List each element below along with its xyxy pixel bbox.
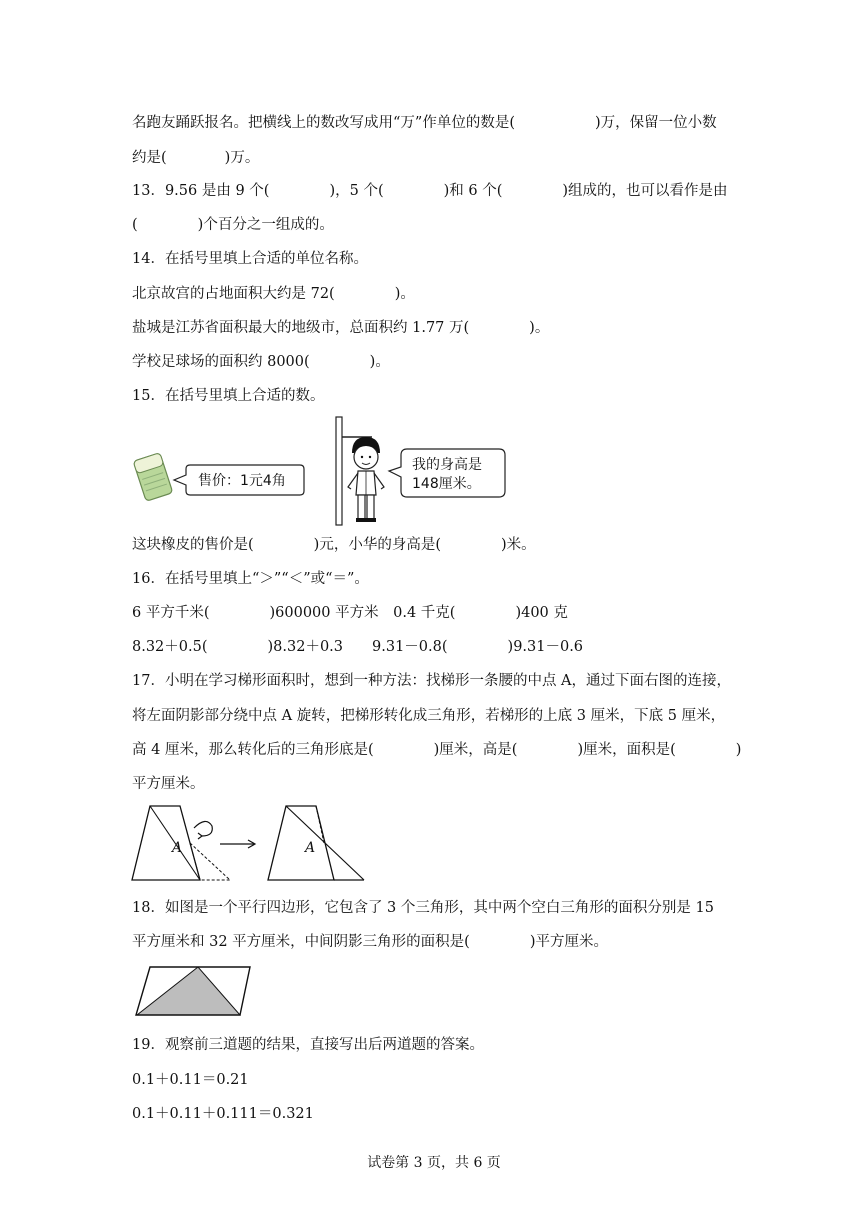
text: )元，小华的身高是( — [313, 537, 441, 553]
text: 8.32＋0.5( — [132, 639, 208, 655]
text: 高 4 厘米，那么转化后的三角形底是( — [132, 742, 374, 758]
text: 北京故宫的占地面积大约是 72( — [132, 286, 335, 302]
left-trapezoid — [132, 806, 200, 880]
question-16-row-2 — [132, 637, 583, 657]
text: )400 克 — [515, 605, 568, 621]
text: )万。 — [224, 150, 260, 166]
question-15-title: 15．在括号里填上合适的数。 — [132, 388, 325, 404]
text: ( — [132, 217, 138, 233]
text: )600000 平方米 0.4 千克( — [269, 605, 456, 621]
height-label-line-1: 我的身高是 — [412, 457, 482, 473]
question-18-line-2 — [132, 932, 608, 952]
text: 学校足球场的面积约 8000( — [132, 354, 310, 370]
text: 平方厘米和 32 平方厘米，中间阴影三角形的面积是( — [132, 934, 470, 950]
question-19-equation-1: 0.1＋0.11＝0.21 — [132, 1072, 249, 1088]
page-footer: 试卷第 3 页，共 6 页 — [367, 1155, 501, 1171]
question-16-row-1 — [132, 603, 568, 623]
question-13-line-2 — [132, 215, 334, 235]
text: )厘米，高是( — [433, 742, 518, 758]
text: 盐城是江苏省面积最大的地级市，总面积约 1.77 万( — [132, 320, 470, 336]
question-19-title: 19．观察前三道题的结果，直接写出后两道题的答案。 — [132, 1037, 484, 1053]
text: )和 6 个( — [443, 183, 503, 199]
text: 这块橡皮的售价是( — [132, 537, 254, 553]
text: 约是( — [132, 150, 167, 166]
height-label-line-2: 148厘米。 — [412, 476, 481, 492]
question-15-answer-line — [132, 535, 536, 555]
text-line-1 — [132, 113, 717, 133]
text: )。 — [369, 354, 390, 370]
text: )厘米，面积是( — [577, 742, 676, 758]
question-19-equation-2: 0.1＋0.11＋0.111＝0.321 — [132, 1106, 314, 1122]
text: )9.31－0.6 — [507, 639, 584, 655]
parallelogram-figure — [130, 963, 252, 1019]
text: )组成的，也可以看作是由 — [562, 183, 728, 199]
text-line-2 — [132, 148, 259, 168]
text: 名跑友踊跃报名。把横线上的数改写成用“万”作单位的数是( — [132, 115, 515, 131]
text: )。 — [529, 320, 550, 336]
text: 6 平方千米( — [132, 605, 210, 621]
text: )万，保留一位小数 — [594, 115, 717, 131]
question-17-line-2: 将左面阴影部分绕中点 A 旋转，把梯形转化成三角形，若梯形的上底 3 厘米，下底 5 厘米， — [132, 708, 726, 724]
text: )8.32＋0.3 9.31－0.8( — [267, 639, 448, 655]
text: )。 — [394, 286, 415, 302]
question-17-line-3 — [132, 740, 741, 760]
text: )米。 — [500, 537, 536, 553]
right-trapezoid — [268, 806, 334, 880]
question-13-line-1 — [132, 181, 728, 201]
text: )平方厘米。 — [529, 934, 608, 950]
boy-measuring-icon — [334, 415, 394, 527]
question-14-item-a — [132, 284, 415, 304]
question-14-item-b — [132, 318, 549, 338]
eraser-icon — [130, 448, 176, 506]
trapezoid-rotation-figure — [128, 802, 368, 886]
text: ) — [735, 742, 742, 758]
point-a-label-right: A — [305, 840, 316, 856]
question-17-line-1: 17．小明在学习梯形面积时，想到一种方法：找梯形一条腰的中点 A，通过下面右图的连接， — [132, 673, 732, 689]
question-14-title: 14．在括号里填上合适的单位名称。 — [132, 251, 368, 267]
question-17-line-4: 平方厘米。 — [132, 776, 205, 792]
point-a-label-left: A — [172, 840, 183, 856]
question-18-line-1: 18．如图是一个平行四边形，它包含了 3 个三角形，其中两个空白三角形的面积分别是 15 — [132, 900, 714, 916]
question-14-item-c — [132, 352, 390, 372]
text: )，5 个( — [329, 183, 384, 199]
question-16-title: 16．在括号里填上“＞”“＜”或“＝”。 — [132, 571, 369, 587]
price-label: 售价：1元4角 — [198, 473, 286, 489]
text: 13．9.56 是由 9 个( — [132, 183, 270, 199]
text: )个百分之一组成的。 — [197, 217, 334, 233]
shaded-triangle — [137, 967, 240, 1015]
